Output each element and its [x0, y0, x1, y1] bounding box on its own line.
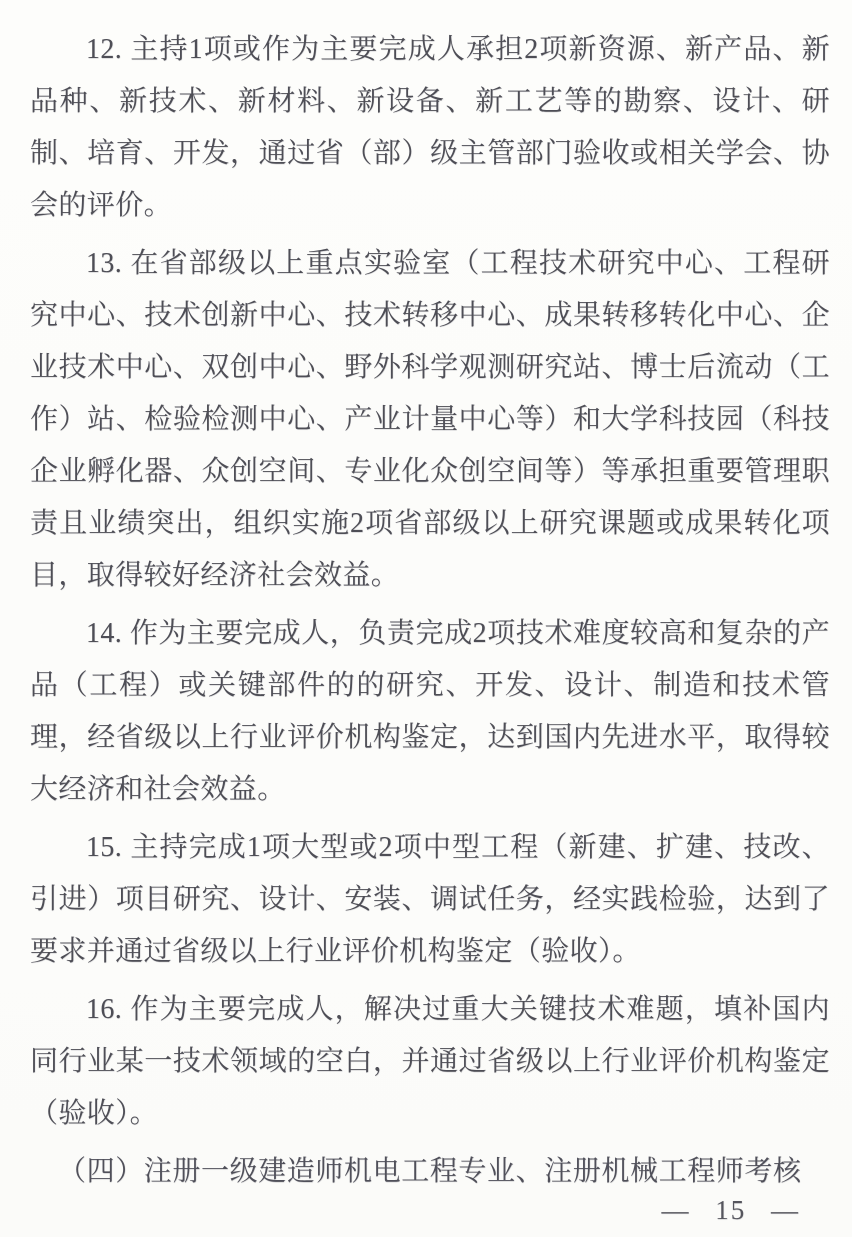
clause-paragraph-16: 16. 作为主要完成人，解决过重大关键技术难题，填补国内同行业某一技术领域的空白，并通过省级以上行业评价机构鉴定（验收）。	[30, 994, 830, 1129]
clause-paragraph-14: 14. 作为主要完成人，负责完成2项技术难度较高和复杂的产品（工程）或关键部件的的研究、开发、设计、制造和技术管理，经省级以上行业评价机构鉴定，达到国内先进水平，取得较大经济和社会效益。	[30, 618, 830, 805]
document-body	[30, 24, 830, 1198]
section-heading-four: （四）注册一级建造师机电工程专业、注册机械工程师考核	[58, 1156, 802, 1187]
clause-paragraph-15: 15. 主持完成1项大型或2项中型工程（新建、扩建、技改、引进）项目研究、设计、安装、调试任务，经实践检验，达到了要求并通过省级以上行业评价机构鉴定（验收）。	[30, 832, 830, 967]
clause-paragraph-12: 12. 主持1项或作为主要完成人承担2项新资源、新产品、新品种、新技术、新材料、新设备、新工艺等的勘察、设计、研制、培育、开发，通过省（部）级主管部门验收或相关学会、协会的评价。	[30, 34, 830, 221]
page-number: — 15 —	[661, 1195, 800, 1225]
clause-paragraph-13: 13. 在省部级以上重点实验室（工程技术研究中心、工程研究中心、技术创新中心、技术转移中心、成果转移转化中心、企业技术中心、双创中心、野外科学观测研究站、博士后流动（工作）站、检验检测中心、产业计量中心等）和大学科技园（科技企业孵化器、众创空间、专业化众创空间等）等承担重要管理职责且业绩突出，组织实施2项省部级以上研究课题或成果转化项目，取得较好经济社会效益。	[30, 248, 830, 591]
